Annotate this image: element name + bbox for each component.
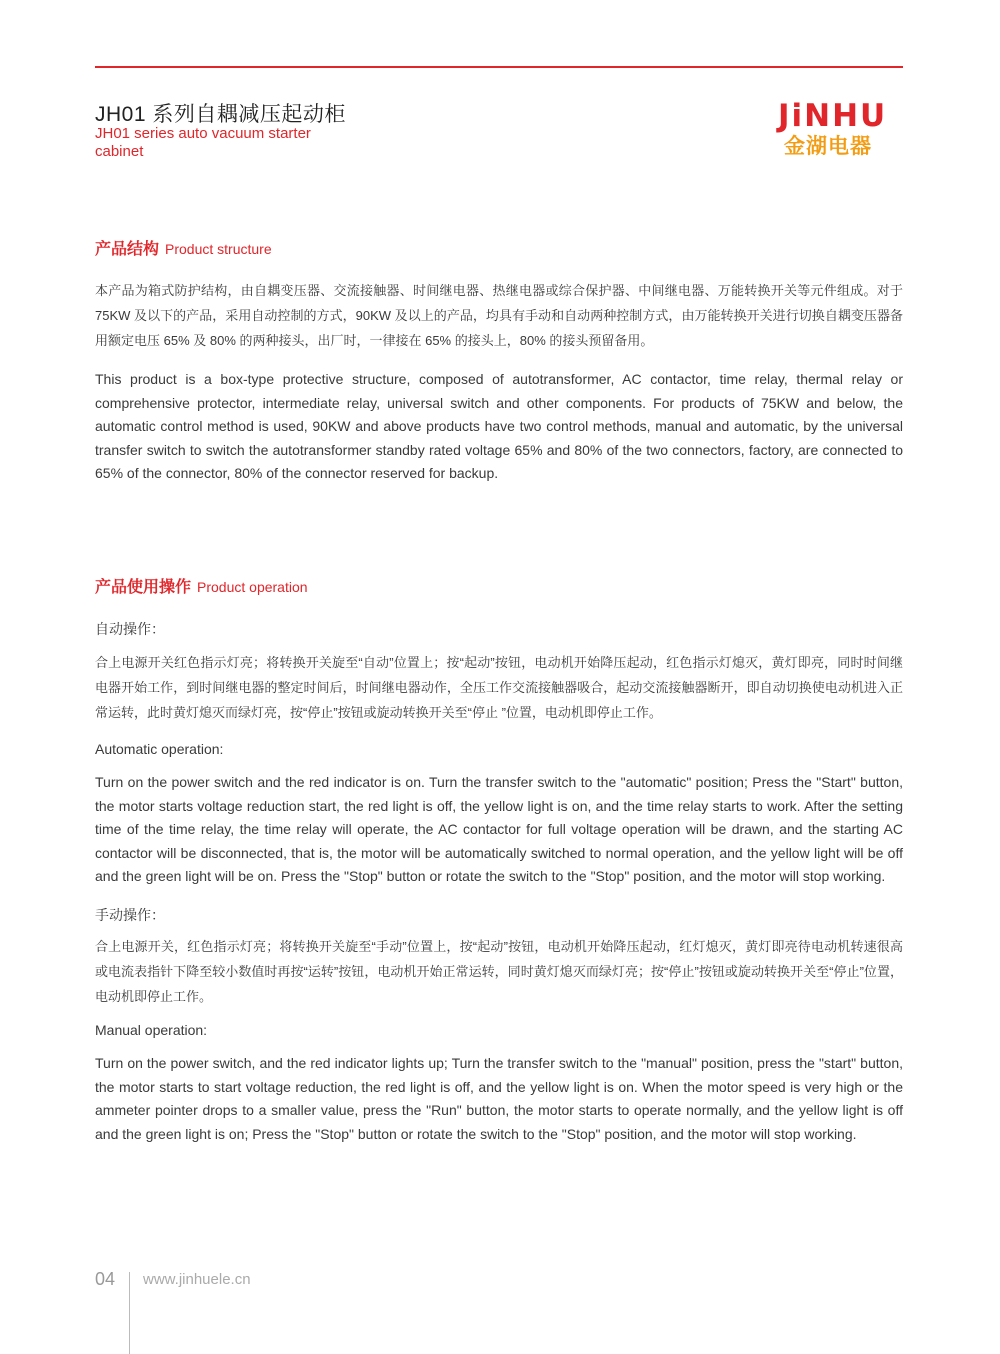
website-link[interactable]: www.jinhuele.cn [143, 1271, 251, 1288]
manual-operation-label-en: Manual operation: [95, 1022, 208, 1038]
page-number: 04 [95, 1269, 116, 1289]
section-heading-operation [95, 574, 308, 597]
section-heading-operation-en: Product operation [197, 579, 308, 595]
logo-text-cn: 金湖电器 [784, 135, 872, 158]
manual-operation-label-cn: 手动操作： [95, 907, 165, 923]
structure-text-cn: 本产品为箱式防护结构，由自耦变压器、交流接触器、时间继电器、热继电器或综合保护器、中间继电器、万能转换开关等元件组成。对于 75KW 及以下的产品，采用自动控制的方式，90KW 及以上的产品，均具有手动和自动两种控制方式，由万能转换开关进行切换自耦变压器备用额定电压 65% 及 80% 的两种接头，出厂时，一律接在 65% 的接头上，80% 的接头预留备用。 [95, 283, 903, 348]
section-heading-structure-en: Product structure [165, 241, 272, 257]
document-title-en: JH01 series auto vacuum starter cabinet [95, 125, 311, 160]
section-heading-structure-cn: 产品结构 [95, 241, 160, 258]
auto-operation-label-cn: 自动操作： [95, 621, 165, 637]
auto-operation-text-en: Turn on the power switch and the red indicator is on. Turn the transfer switch to the "automatic" position; Press the "Start" button, the motor starts voltage reduction start, the red light is off, the yellow light is on, and the time relay starts to work. After the setting time of the time relay, the time relay will operate, the AC contactor for full voltage operation will be drawn, and the starting AC contactor will be disconnected, that is, the motor will be automatically switched to normal operation, and the yellow light will be off and the green light will be on. Press the "Stop" button or rotate the switch to the "Stop" position, and the motor will stop working. [95, 774, 903, 884]
header-rule [95, 66, 903, 68]
logo-text-en: JiNHU [778, 98, 888, 134]
section-heading-structure [95, 236, 272, 259]
manual-operation-text-cn: 合上电源开关，红色指示灯亮；将转换开关旋至“手动”位置上，按“起动”按钮，电动机开始降压起动，红灯熄灭，黄灯即亮待电动机转速很高或电流表指针下降至较小数值时再按“运转”按钮，电动机开始正常运转，同时黄灯熄灭而绿灯亮；按“停止”按钮或旋动转换开关至“停止”位置，电动机即停止工作。 [95, 939, 903, 1004]
manual-operation-text-en: Turn on the power switch, and the red indicator lights up; Turn the transfer switch to the "manual" position, press the "start" button, the motor starts to start voltage reduction, the red light is off, and the yellow light is on. When the motor speed is very high or the ammeter pointer drops to a smaller value, press the "Run" button, the motor starts to operate normally, and the yellow light is off and the green light is on; Press the "Stop" button or rotate the switch to the "Stop" position, and the motor will stop working. [95, 1055, 903, 1142]
footer-divider [129, 1272, 130, 1354]
section-heading-operation-cn: 产品使用操作 [95, 579, 192, 596]
company-logo [778, 100, 904, 162]
auto-operation-label-en: Automatic operation: [95, 741, 224, 757]
structure-text-en: This product is a box-type protective structure, composed of autotransformer, AC contactor, time relay, thermal relay or comprehensive protector, intermediate relay, universal switch and other components. For products of 75KW and below, the automatic control method is used, 90KW and above products have two control methods, manual and automatic, by the universal transfer switch to switch the autotransformer standby rated voltage 65% and 80% of the two connectors, factory, are connected to 65% of the connector, 80% of the connector reserved for backup. [95, 371, 903, 481]
document-title-cn: JH01 系列自耦减压起动柜 [95, 103, 346, 126]
auto-operation-text-cn: 合上电源开关红色指示灯亮；将转换开关旋至“自动”位置上；按“起动”按钮，电动机开始降压起动，红色指示灯熄灭，黄灯即亮，同时时间继电器开始工作，到时间继电器的整定时间后，时间继电器动作，全压工作交流接触器吸合，起动交流接触器断开，即自动切换使电动机进入正常运转，此时黄灯熄灭而绿灯亮，按“停止”按钮或旋动转换开关至“停止 ”位置，电动机即停止工作。 [95, 655, 903, 720]
